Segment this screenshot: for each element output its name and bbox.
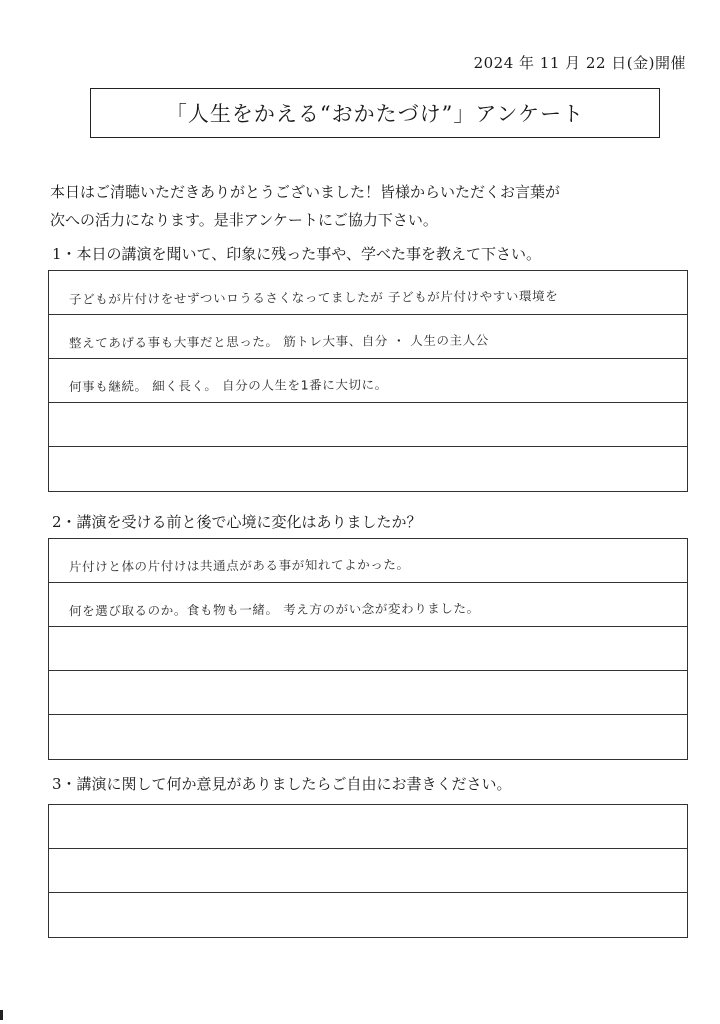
answer-line[interactable] xyxy=(49,271,687,315)
handwritten-answer: 何を選び取るのか。食も物も一緒。 考え方のがい念が変わりました。 xyxy=(68,600,480,619)
answer-line[interactable] xyxy=(49,583,687,627)
answer-line[interactable] xyxy=(49,359,687,403)
intro-line: 次への活力になります。是非アンケートにご協力下さい。 xyxy=(50,211,438,229)
question-2-answer-box[interactable] xyxy=(48,538,688,760)
answer-line[interactable] xyxy=(49,539,687,583)
question-1-label: 1・本日の講演を聞いて、印象に残った事や、学べた事を教えて下さい。 xyxy=(52,245,541,263)
answer-line[interactable] xyxy=(49,671,687,715)
handwritten-answer: 何事も継続。 細く長く。 自分の人生を1番に大切に。 xyxy=(68,376,388,395)
scan-mark xyxy=(0,1010,3,1020)
event-date: 2024 年 11 月 22 日(金)開催 xyxy=(473,54,686,72)
handwritten-answer: 整えてあげる事も大事だと思った。 筋トレ大事、自分 ・ 人生の主人公 xyxy=(68,332,489,351)
handwritten-answer: 子どもが片付けをせずついロうるさくなってましたが 子どもが片付けやすい環境を xyxy=(68,288,559,307)
intro-text xyxy=(50,178,690,234)
title-box xyxy=(90,88,660,138)
survey-title: 「人生をかえる“おかたづけ”」アンケート xyxy=(165,102,585,126)
answer-line[interactable] xyxy=(49,315,687,359)
intro-line: 本日はご清聴いただきありがとうございました！皆様からいただくお言葉が xyxy=(50,183,561,201)
answer-line[interactable] xyxy=(49,447,687,491)
question-3-answer-box[interactable] xyxy=(48,804,688,938)
question-1-answer-box[interactable] xyxy=(48,270,688,492)
answer-line[interactable] xyxy=(49,893,687,937)
answer-line[interactable] xyxy=(49,805,687,849)
answer-line[interactable] xyxy=(49,627,687,671)
answer-line[interactable] xyxy=(49,849,687,893)
question-3-label: 3・講演に関して何か意見がありましたらご自由にお書きください。 xyxy=(52,775,512,793)
handwritten-answer: 片付けと体の片付けは共通点がある事が知れてよかった。 xyxy=(68,556,410,575)
question-2-label: 2・講演を受ける前と後で心境に変化はありましたか？ xyxy=(52,513,422,531)
answer-line[interactable] xyxy=(49,403,687,447)
answer-line[interactable] xyxy=(49,715,687,759)
